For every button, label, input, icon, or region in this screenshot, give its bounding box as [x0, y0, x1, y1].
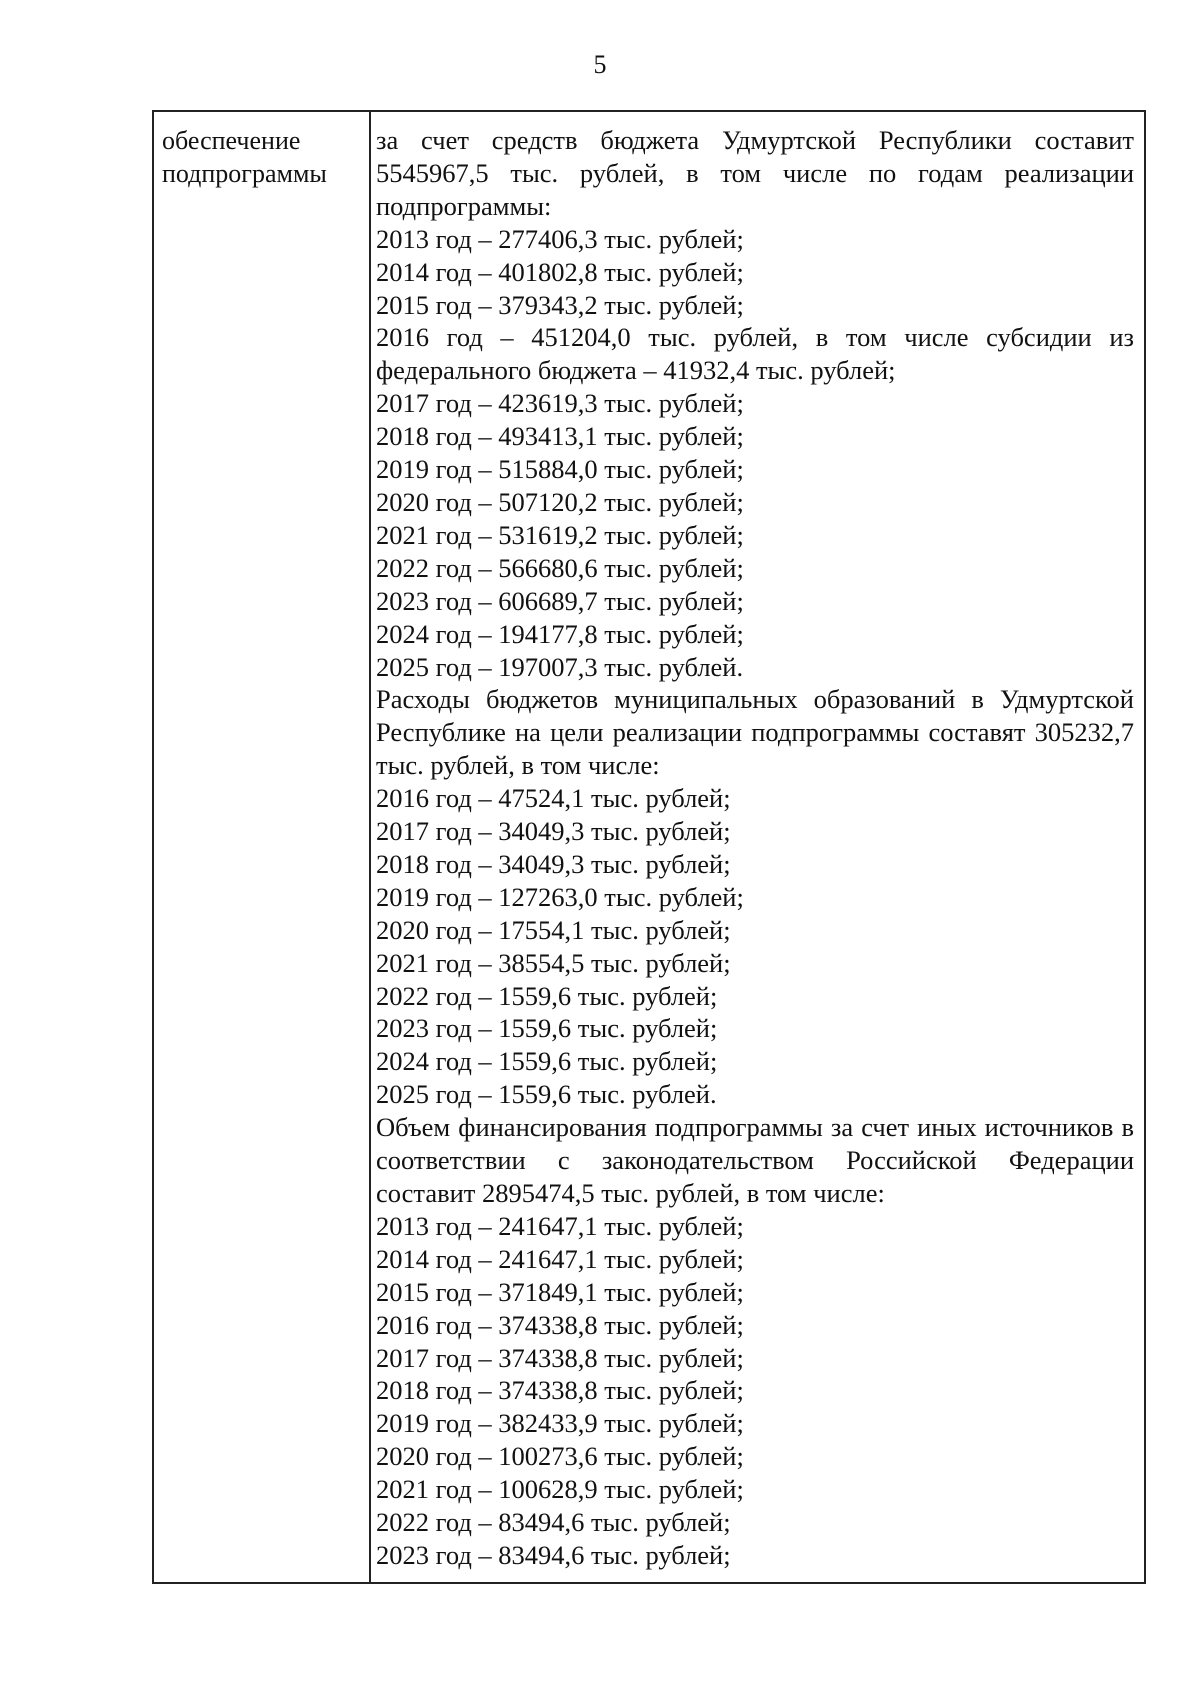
- municipal-budget-year: 2025 год – 1559,6 тыс. рублей.: [376, 1079, 717, 1110]
- municipal-budget-year: 2020 год – 17554,1 тыс. рублей;: [376, 914, 731, 945]
- other-sources-year: 2016 год – 374338,8 тыс. рублей;: [376, 1309, 744, 1340]
- regional-budget-year: 2025 год – 197007,3 тыс. рублей.: [376, 651, 744, 682]
- funding-table: [152, 110, 1146, 1584]
- regional-budget-intro: за счет средств бюджета Удмуртской Республики составит 5545967,5 тыс. рублей, в том числе по годам реализации подпрограммы:: [376, 125, 1134, 221]
- regional-budget-year: 2021 год – 531619,2 тыс. рублей;: [376, 519, 744, 550]
- regional-budget-year: 2023 год – 606689,7 тыс. рублей;: [376, 585, 744, 616]
- municipal-budget-intro: Расходы бюджетов муниципальных образований в Удмуртской Республике на цели реализации подпрограммы составят 305232,7 тыс. рублей, в том числе:: [376, 684, 1134, 781]
- other-sources-year: 2022 год – 83494,6 тыс. рублей;: [376, 1507, 731, 1538]
- regional-budget-year: 2019 год – 515884,0 тыс. рублей;: [376, 454, 744, 485]
- regional-budget-year: 2018 год – 493413,1 тыс. рублей;: [376, 421, 744, 452]
- regional-budget-year: 2022 год – 566680,6 тыс. рублей;: [376, 552, 744, 583]
- other-sources-year: 2014 год – 241647,1 тыс. рублей;: [376, 1243, 744, 1274]
- municipal-budget-year: 2024 год – 1559,6 тыс. рублей;: [376, 1046, 718, 1077]
- regional-budget-year: 2024 год – 194177,8 тыс. рублей;: [376, 618, 744, 649]
- row-label-cell: [162, 124, 362, 190]
- other-sources-year: 2013 год – 241647,1 тыс. рублей;: [376, 1210, 744, 1241]
- regional-budget-year: 2020 год – 507120,2 тыс. рублей;: [376, 486, 744, 517]
- regional-budget-year: 2017 год – 423619,3 тыс. рублей;: [376, 388, 744, 419]
- page-number: 5: [593, 50, 607, 79]
- regional-budget-year: 2013 год – 277406,3 тыс. рублей;: [376, 223, 744, 254]
- municipal-budget-year: 2016 год – 47524,1 тыс. рублей;: [376, 783, 731, 814]
- municipal-budget-year: 2023 год – 1559,6 тыс. рублей;: [376, 1013, 718, 1044]
- column-divider: [369, 112, 371, 1582]
- municipal-budget-year: 2018 год – 34049,3 тыс. рублей;: [376, 848, 731, 879]
- other-sources-year: 2017 год – 374338,8 тыс. рублей;: [376, 1342, 744, 1373]
- other-sources-year: 2023 год – 83494,6 тыс. рублей;: [376, 1539, 731, 1570]
- other-sources-year: 2020 год – 100273,6 тыс. рублей;: [376, 1441, 744, 1472]
- municipal-budget-year: 2022 год – 1559,6 тыс. рублей;: [376, 980, 718, 1011]
- row-label-line-2: подпрограммы: [162, 159, 327, 188]
- other-sources-year: 2019 год – 382433,9 тыс. рублей;: [376, 1408, 744, 1439]
- row-label-line-1: обеспечение: [162, 126, 301, 155]
- other-sources-year: 2018 год – 374338,8 тыс. рублей;: [376, 1375, 744, 1406]
- other-sources-year: 2015 год – 371849,1 тыс. рублей;: [376, 1276, 744, 1307]
- other-sources-year: 2021 год – 100628,9 тыс. рублей;: [376, 1474, 744, 1505]
- municipal-budget-year: 2019 год – 127263,0 тыс. рублей;: [376, 881, 744, 912]
- regional-budget-year: 2014 год – 401802,8 тыс. рублей;: [376, 256, 744, 287]
- municipal-budget-year: 2021 год – 38554,5 тыс. рублей;: [376, 947, 731, 978]
- other-sources-intro: Объем финансирования подпрограммы за счет иных источников в соответствии с законодательством Российской Федерации составит 2895474,5 тыс. рублей, в том числе:: [376, 1112, 1134, 1208]
- municipal-budget-year: 2017 год – 34049,3 тыс. рублей;: [376, 816, 731, 847]
- row-content-cell: [376, 124, 1134, 1572]
- regional-budget-year: 2015 год – 379343,2 тыс. рублей;: [376, 289, 744, 320]
- regional-budget-year-2016: 2016 год – 451204,0 тыс. рублей, в том числе субсидии из федерального бюджета – 41932,4 тыс. рублей;: [376, 322, 1134, 386]
